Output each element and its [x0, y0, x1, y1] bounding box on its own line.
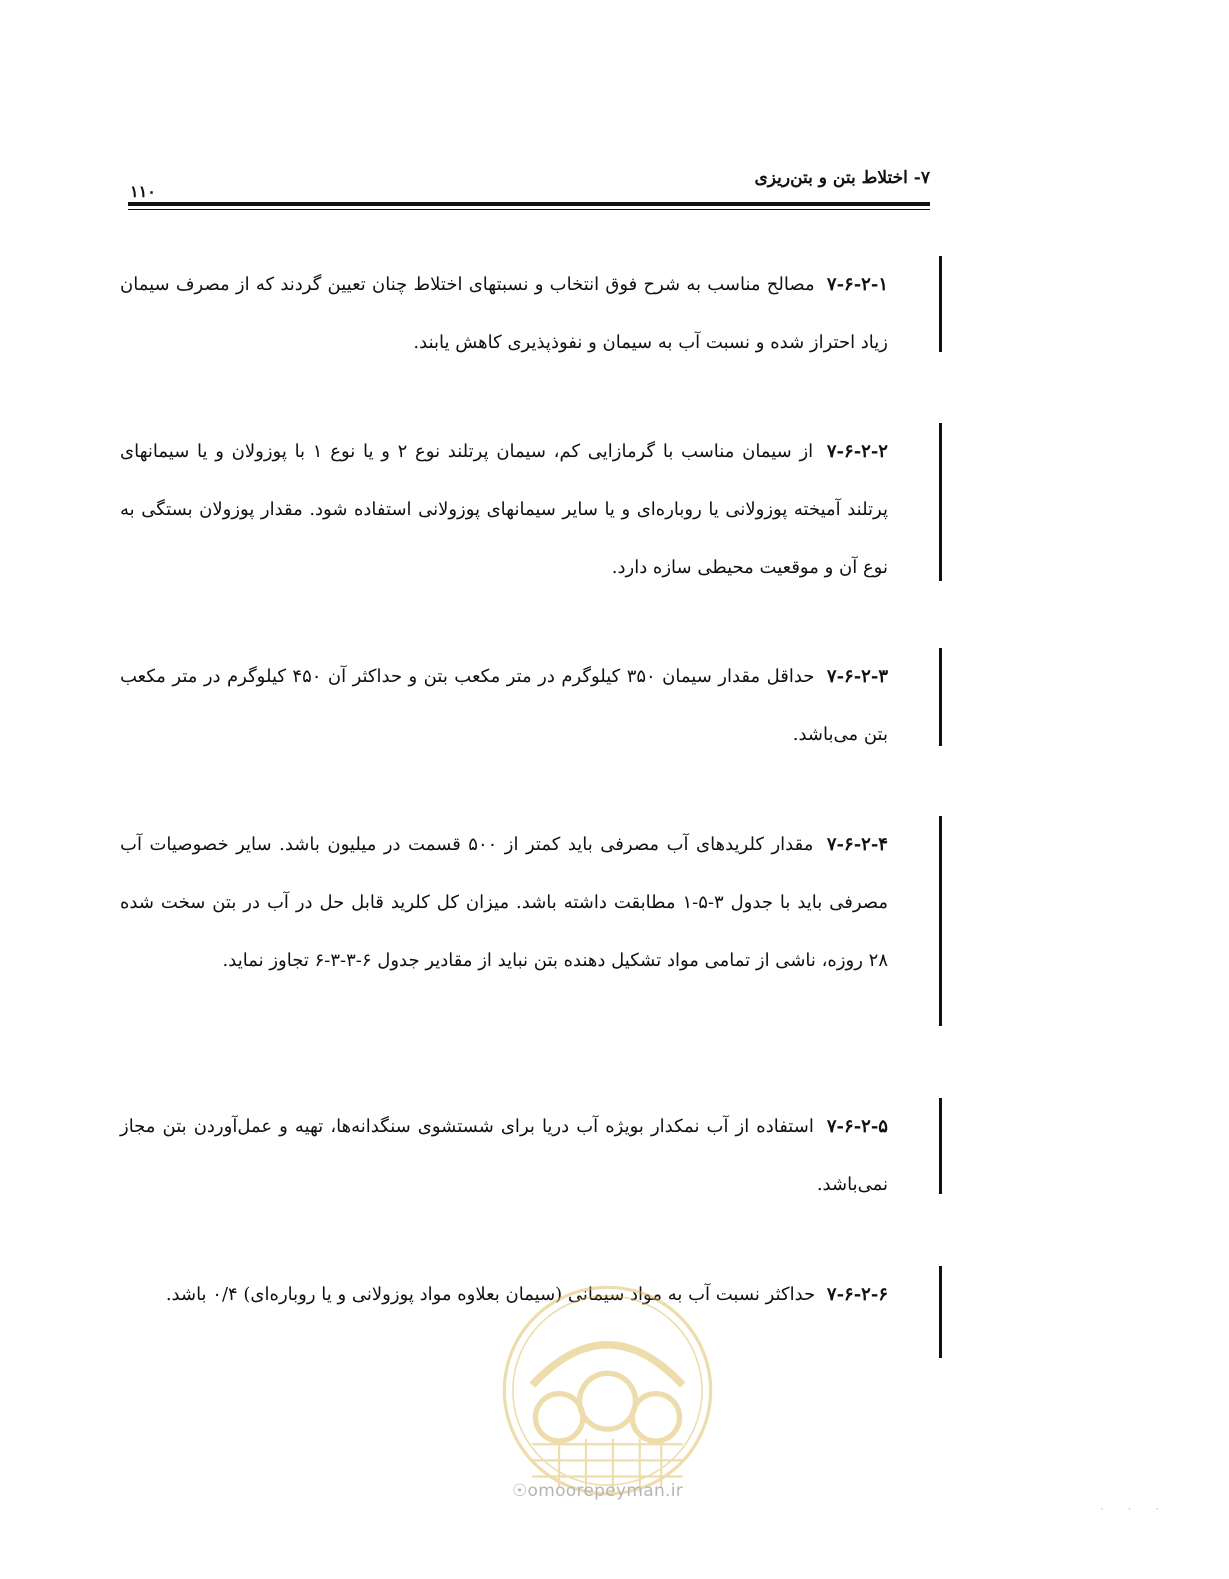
section-7-6-2-4	[120, 816, 942, 990]
scan-artifact-dots: · · ·	[1100, 1502, 1170, 1516]
margin-bar	[939, 816, 942, 1026]
section-7-6-2-2	[120, 423, 942, 597]
section-paragraph	[120, 816, 888, 990]
section-paragraph	[120, 423, 888, 597]
section-text: مصالح مناسب به شرح فوق انتخاب و نسبتهای اختلاط چنان تعیین گردند که از مصرف سیمان زیاد احتراز شده و نسبت آب به سیمان و نفوذپذیری کاهش یابند.	[120, 274, 888, 353]
margin-bar	[939, 1098, 942, 1194]
chapter-title: ۷- اختلاط بتن و بتن‌ریزی	[754, 168, 930, 188]
section-7-6-2-6	[120, 1266, 942, 1324]
watermark-url	[512, 1481, 683, 1501]
watermark-url-text: omoorepeyman.ir	[527, 1481, 684, 1501]
section-number: ۷-۶-۲-۵	[826, 1116, 888, 1137]
section-number: ۷-۶-۲-۳	[826, 666, 888, 687]
section-7-6-2-1	[120, 256, 942, 372]
section-number: ۷-۶-۲-۶	[826, 1284, 888, 1305]
section-text: از سیمان مناسب با گرمازایی کم، سیمان پرتلند نوع ۲ و یا نوع ۱ با پوزولان و یا سیمانهای پرتلند آمیخته پوزولانی یا روباره‌ای و یا سایر سیمانهای پوزولانی استفاده شود. مقدار پوزولان بستگی به نوع آن و موقعیت محیطی سازه دارد.	[120, 441, 888, 578]
section-7-6-2-5	[120, 1098, 942, 1214]
section-text: مقدار کلریدهای آب مصرفی باید کمتر از ۵۰۰ قسمت در میلیون باشد. سایر خصوصیات آب مصرفی باید با جدول ۳-۵-۱ مطابقت داشته باشد. میزان کل کلرید قابل حل در آب در بتن سخت شده ۲۸ روزه، ناشی از تمامی مواد تشکیل دهنده بتن نباید از مقادیر جدول ۶-۳-۳-۶ تجاوز نماید.	[120, 834, 888, 971]
section-text: حداقل مقدار سیمان ۳۵۰ کیلوگرم در متر مکعب بتن و حداکثر آن ۴۵۰ کیلوگرم در متر مکعب بتن می‌باشد.	[120, 666, 888, 745]
section-paragraph	[120, 648, 888, 764]
section-text: استفاده از آب نمکدار بویژه آب دریا برای شستشوی سنگدانه‌ها، تهیه و عمل‌آوردن بتن مجاز نمی‌باشد.	[120, 1116, 888, 1195]
section-text: حداکثر نسبت آب به مواد سیمانی (سیمان بعلاوه مواد پوزولانی و یا روباره‌ای) ۰/۴ باشد.	[165, 1284, 816, 1305]
section-paragraph	[120, 1266, 888, 1324]
page-number: ۱۱۰	[130, 182, 156, 201]
margin-bar	[939, 1266, 942, 1358]
margin-bar	[939, 256, 942, 352]
section-paragraph	[120, 1098, 888, 1214]
margin-bar	[939, 648, 942, 746]
section-7-6-2-3	[120, 648, 942, 764]
section-number: ۷-۶-۲-۲	[826, 441, 888, 462]
section-paragraph	[120, 256, 888, 372]
margin-bar	[939, 423, 942, 581]
at-icon: ☉	[512, 1481, 528, 1501]
section-number: ۷-۶-۲-۴	[826, 834, 888, 855]
section-number: ۷-۶-۲-۱	[826, 274, 888, 295]
header-rule-thin	[128, 209, 930, 210]
header-rule-thick	[128, 202, 930, 206]
